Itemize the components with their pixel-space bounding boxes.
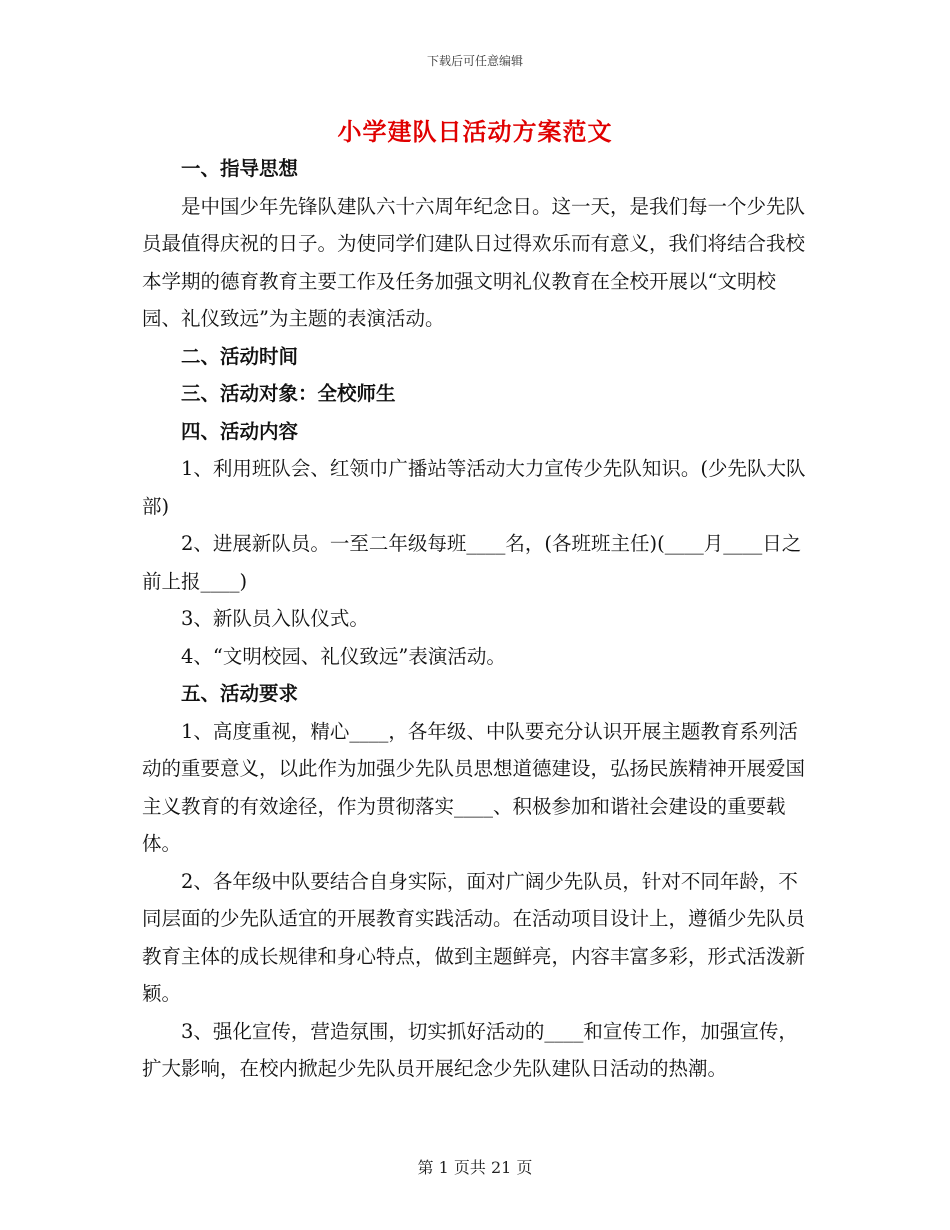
header-note: 下载后可任意编辑 bbox=[426, 54, 523, 68]
section-heading: 二、活动时间 bbox=[181, 344, 299, 368]
list-item: 4、“文明校园、礼仪致远”表演活动。 bbox=[181, 644, 506, 668]
section-heading: 四、活动内容 bbox=[181, 419, 299, 443]
list-item: 3、新队员入队仪式。 bbox=[181, 607, 369, 630]
section-heading: 五、活动要求 bbox=[181, 682, 299, 705]
list-item: 2、各年级中队要结合自身实际，面对广阔少先队员，针对不同年龄，不同层面的少先队适宜的开展教育实践活动。在活动项目设计上，遵循少先队员教育主体的成长规律和身心特点，做到主题鲜亮，内容丰富多彩，形式活泼新颖。 bbox=[142, 869, 806, 1005]
page-footer: 第 1 页共 21 页 bbox=[417, 1158, 533, 1177]
body-paragraph: 是中国少年先锋队建队六十六周年纪念日。这一天，是我们每一个少先队员最值得庆祝的日子。为使同学们建队日过得欢乐而有意义，我们将结合我校本学期的德育教育主要工作及任务加强文明礼仪教育在全校开展以“文明校园、礼仪致远”为主题的表演活动。 bbox=[142, 194, 806, 330]
list-item: 1、利用班队会、红领巾广播站等活动大力宣传少先队知识。(少先队大队部) bbox=[142, 457, 806, 518]
section-heading: 三、活动对象：全校师生 bbox=[181, 382, 396, 405]
document-body bbox=[142, 150, 810, 1088]
list-item: 2、进展新队员。一至二年级每班____名，(各班班主任)(____月____日之前上报____) bbox=[142, 532, 802, 593]
document-title: 小学建队日活动方案范文 bbox=[337, 117, 613, 146]
list-item: 1、高度重视，精心____，各年级、中队要充分认识开展主题教育系列活动的重要意义，以此作为加强少先队员思想道德建设，弘扬民族精神开展爱国主义教育的有效途径，作为贯彻落实____、积极参加和谐社会建设的重要载体。 bbox=[142, 719, 806, 855]
list-item: 3、强化宣传，营造氛围，切实抓好活动的____和宣传工作，加强宣传，扩大影响，在校内掀起少先队员开展纪念少先队建队日活动的热潮。 bbox=[142, 1019, 798, 1080]
section-heading: 一、指导思想 bbox=[181, 157, 299, 180]
